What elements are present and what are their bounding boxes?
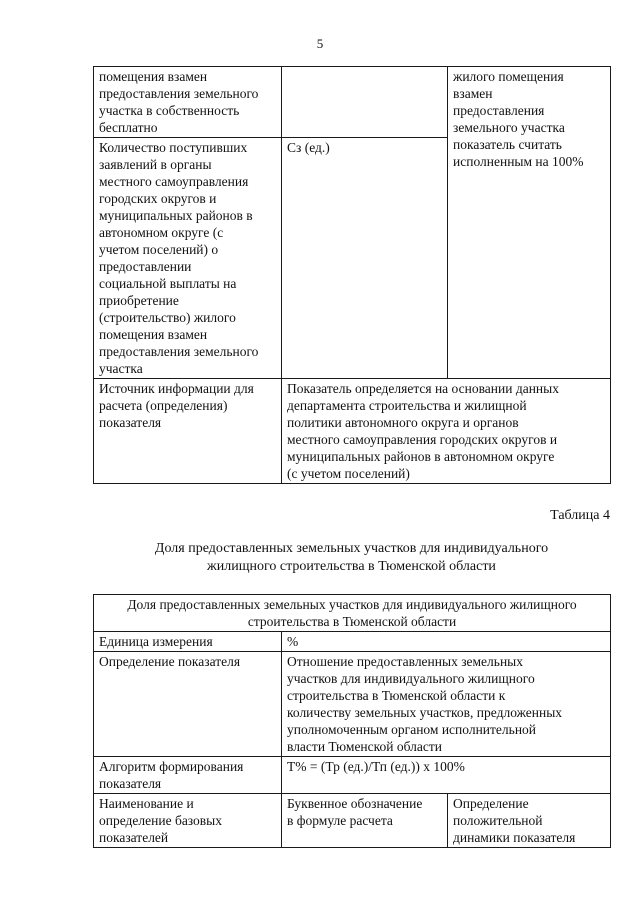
table-number: Таблица 4 [550,508,610,523]
table-row [94,757,611,794]
table-row [94,595,611,632]
table-cell: помещения взамен предоставления земельного участка в собственность бесплатно [94,67,282,138]
table-cell: Алгоритм формирования показателя [94,757,282,794]
table-row [94,379,611,484]
table-row [94,632,611,652]
table-cell: Источник информации для расчета (определения) показателя [94,379,282,484]
table-cell: Буквенное обозначение в формуле расчета [282,794,448,848]
table-cell: Сз (ед.) [282,138,448,379]
table-row [94,67,611,138]
table-cell: Отношение предоставленных земельных участков для индивидуального жилищного строительства в Тюменской области к количеству земельных участков, предложенных уполномоченным органом исполнительной власти Тюменской области [282,652,611,757]
page-number: 5 [316,36,324,51]
table-cell: Показатель определяется на основании данных департамента строительства и жилищной политики автономного округа и органов местного самоуправления городских округов и муниципальных районов в автономном округе (с учетом поселений) [282,379,611,484]
table-cell: Единица измерения [94,632,282,652]
section-title: Доля предоставленных земельных участков для индивидуального жилищного строительства в Тюменской области [154,541,549,574]
table-row [94,652,611,757]
table-cell: Количество поступивших заявлений в органы местного самоуправления городских округов и муниципальных районов в автономном округе (с учетом поселений) о предоставлении социальной выплаты на приобретение (строительство) жилого помещения взамен предоставления земельного участка [94,138,282,379]
indicator-table-continued [93,66,611,484]
table-cell: Определение положительной динамики показателя [448,794,611,848]
table-cell: Наименование и определение базовых показателей [94,794,282,848]
table-cell: % [282,632,611,652]
indicator-table [93,594,611,848]
table-row [94,794,611,848]
table-cell: Т% = (Тр (ед.)/Тп (ед.)) х 100% [282,757,611,794]
table-cell: Определение показателя [94,652,282,757]
table-cell [282,67,448,138]
table-cell: жилого помещения взамен предоставления земельного участка показатель считать исполненным на 100% [448,67,611,379]
table-header: Доля предоставленных земельных участков для индивидуального жилищного строительства в Тюменской области [94,595,611,632]
